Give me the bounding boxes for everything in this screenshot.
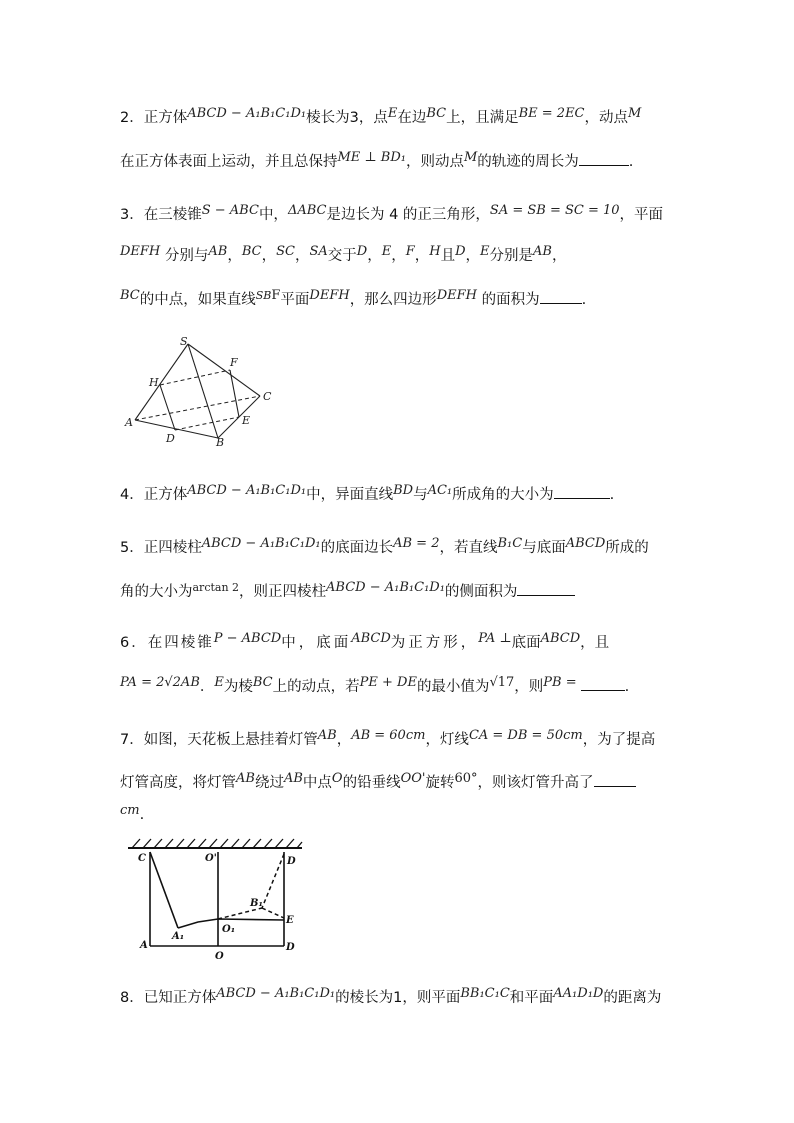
math-expr: AB xyxy=(208,244,228,259)
q6-line2 xyxy=(120,676,684,698)
math-expr: PE + DE xyxy=(359,675,417,690)
q2-text: 的轨迹的周长为 xyxy=(477,154,579,170)
q4-text: 中，异面直线 xyxy=(306,487,394,503)
q7-text: ，为了提高 xyxy=(582,732,656,748)
q5-text: ，若直线 xyxy=(439,540,498,556)
label-E: E xyxy=(286,915,294,926)
q4-text: . xyxy=(609,487,615,503)
q4-line1 xyxy=(120,484,684,506)
q3-text: 的中点，如果直线 xyxy=(139,292,256,308)
math-expr: E xyxy=(381,244,392,259)
math-expr: AB xyxy=(533,244,552,259)
label-O1: O₁ xyxy=(222,924,236,935)
q3-line2 xyxy=(120,246,684,267)
q5-text: 与底面 xyxy=(522,540,566,556)
q3-text: 中， xyxy=(258,207,288,223)
q5-line1 xyxy=(120,538,684,559)
math-expr: DEFH xyxy=(436,288,477,303)
q3-text: ， xyxy=(261,248,277,264)
wire-C-A1 xyxy=(150,852,178,928)
q5-text: 的底面边长 xyxy=(320,540,394,556)
math-expr: ABCD xyxy=(565,536,606,551)
answer-blank xyxy=(579,151,629,166)
q6-text: 6．在四棱锥 xyxy=(120,635,214,651)
edge-HF-hidden xyxy=(160,370,230,385)
lamp-tube-figure xyxy=(126,836,306,962)
edge-AB xyxy=(135,420,218,438)
q7-text: 绕过 xyxy=(254,775,284,791)
q8-text: 的棱长为1，则平面 xyxy=(335,990,461,1006)
ceiling-hatching xyxy=(132,839,302,848)
q7-text: 的铅垂线 xyxy=(342,775,401,791)
tube-O1-B1 xyxy=(218,908,262,919)
q2-text: ，动点 xyxy=(584,110,629,126)
q2-text: 在边 xyxy=(397,110,427,126)
label-A: A xyxy=(125,416,133,429)
math-expr: ABCD xyxy=(351,631,391,646)
math-expr: PB = xyxy=(543,675,577,690)
q7-text: ，灯线 xyxy=(425,732,469,748)
q7-text: 中点 xyxy=(302,775,332,791)
q7-text: 灯管高度，将灯管 xyxy=(120,775,236,791)
q3-text: 交于 xyxy=(327,248,357,264)
q4-text: 与 xyxy=(413,487,428,503)
q6-text: 中，底面 xyxy=(281,635,352,651)
math-expr: AC₁ xyxy=(427,483,453,498)
segment-B1-E xyxy=(262,908,284,918)
math-expr: F xyxy=(405,244,415,259)
q3-line1 xyxy=(120,205,684,226)
q5-text: ，则正四棱柱 xyxy=(239,584,327,600)
math-expr: ΔABC xyxy=(287,203,327,218)
math-expr: H xyxy=(429,244,441,259)
q3-text: ， xyxy=(294,248,310,264)
label-B: B xyxy=(216,436,225,449)
label-F: F xyxy=(230,356,238,369)
q2-text: 在正方体表面上运动，并且总保持 xyxy=(120,154,338,170)
q2-text: 棱长为3，点 xyxy=(306,110,388,126)
q7-text: ，则该灯管升高了 xyxy=(477,775,594,791)
math-expr: ABCD − A₁B₁C₁D₁ xyxy=(201,536,321,551)
label-O: O xyxy=(215,951,224,962)
math-expr: D xyxy=(455,244,466,259)
q5-text: 角的大小为 xyxy=(120,584,193,600)
math-expr: E xyxy=(214,675,224,690)
label-A: A xyxy=(140,940,148,951)
q6-text: ． xyxy=(199,679,215,695)
label-D-bottom: D xyxy=(286,942,295,953)
q7-line1 xyxy=(120,730,684,751)
math-expr: DEFH xyxy=(309,288,350,303)
q3-text: 的面积为 xyxy=(481,292,540,308)
answer-blank xyxy=(581,676,625,691)
q3-text: . xyxy=(581,292,587,308)
q3-text: 分别与 xyxy=(164,248,209,264)
label-C: C xyxy=(263,390,272,403)
label-E: E xyxy=(242,414,251,427)
math-expr: BC xyxy=(426,106,447,121)
label-B1: B₁ xyxy=(250,898,263,909)
q6-text: 为正方形， xyxy=(390,635,479,651)
math-expr: BC xyxy=(252,675,273,690)
math-expr: SB xyxy=(255,289,272,302)
math-expr: CA = DB = 50cm xyxy=(468,728,583,743)
math-expr: AB = 60cm xyxy=(351,728,426,743)
q3-text: 3．在三棱锥 xyxy=(120,207,202,223)
math-expr: ABCD − A₁B₁C₁D₁ xyxy=(216,986,336,1001)
q3-text: 分别是 xyxy=(489,248,533,264)
q6-line1 xyxy=(120,633,684,654)
label-D-top: D xyxy=(287,856,296,867)
math-expr: SC xyxy=(276,244,295,259)
math-expr: ABCD − A₁B₁C₁D₁ xyxy=(326,580,445,595)
math-expr: SA = SB = SC = 10 xyxy=(489,203,620,218)
math-expr: PA ⊥ xyxy=(478,631,512,646)
q3-text: ， xyxy=(227,248,242,264)
q7-text: . xyxy=(139,807,145,823)
label-H: H xyxy=(149,376,159,389)
math-expr: PA = 2√2AB xyxy=(120,675,200,690)
math-expr: ABCD − A₁B₁C₁D₁ xyxy=(187,106,307,121)
label-O-prime: O' xyxy=(205,853,217,864)
math-expr: 60° xyxy=(454,771,478,786)
q3-text: 是边长为 4 的正三角形， xyxy=(326,207,490,223)
q3-text: 且 xyxy=(440,248,456,264)
edge-DE-hidden xyxy=(175,417,239,430)
math-expr: AB xyxy=(283,771,303,786)
q7-text: 旋转 xyxy=(425,775,455,791)
label-D: D xyxy=(166,432,175,445)
math-expr: ME ⊥ BD₁ xyxy=(337,150,406,165)
q6-text: 上的动点，若 xyxy=(272,679,360,695)
tetrahedron-figure xyxy=(120,332,280,450)
q3-text: ， xyxy=(551,248,567,264)
math-expr: ABCD xyxy=(540,631,581,646)
q3-text: ，平面 xyxy=(619,207,664,223)
q6-text: ，且 xyxy=(580,635,610,651)
math-expr: F xyxy=(271,288,281,303)
math-expr: DEFH xyxy=(120,244,161,259)
q6-text: 为棱 xyxy=(223,679,253,695)
edge-SC xyxy=(188,344,260,396)
math-expr: S − ABC xyxy=(201,203,259,218)
math-expr: M xyxy=(463,150,478,165)
answer-blank xyxy=(594,772,636,787)
math-expr: AB = 2 xyxy=(393,536,440,551)
math-expr: BD xyxy=(393,483,414,498)
q3-line3 xyxy=(120,289,684,311)
q7-text: ， xyxy=(336,732,352,748)
q2-text: ，则动点 xyxy=(405,154,464,170)
q8-text: 和平面 xyxy=(509,990,554,1006)
math-expr: √17 xyxy=(489,675,515,690)
q5-text: 所成的 xyxy=(605,540,649,556)
q4-text: 4．正方体 xyxy=(120,487,188,503)
q2-text: 2．正方体 xyxy=(120,110,188,126)
wire-D-B1 xyxy=(262,854,284,908)
q7-text: 7．如图，天花板上悬挂着灯管 xyxy=(120,732,318,748)
math-expr: BB₁C₁C xyxy=(460,986,510,1001)
label-S: S xyxy=(180,335,188,348)
q2-line1 xyxy=(120,108,684,129)
math-expr: AA₁D₁D xyxy=(553,986,604,1001)
q2-text: 上，且满足 xyxy=(446,110,519,126)
q2-text: . xyxy=(628,154,634,170)
q5-line2 xyxy=(120,581,684,603)
q6-text: ，则 xyxy=(514,679,544,695)
math-expr: OO' xyxy=(400,771,426,786)
q6-text: . xyxy=(624,679,630,695)
math-expr: P − ABCD xyxy=(213,631,282,646)
math-expr: BE = 2EC xyxy=(518,106,585,121)
answer-blank xyxy=(517,581,575,596)
answer-blank xyxy=(540,289,582,304)
math-expr: AB xyxy=(236,771,255,786)
q3-text: 平面 xyxy=(280,292,310,308)
q7-line2 xyxy=(120,772,684,794)
math-expr: E xyxy=(387,106,398,121)
math-expr: AB xyxy=(317,728,337,743)
q3-text: ， xyxy=(465,248,480,264)
math-expr: E xyxy=(480,244,490,259)
math-expr: O xyxy=(331,771,343,786)
q6-text: 底面 xyxy=(511,635,541,651)
math-expr: BC xyxy=(241,244,262,259)
math-expr: SA xyxy=(309,244,328,259)
q4-text: 所成角的大小为 xyxy=(452,487,554,503)
math-expr: arctan 2 xyxy=(192,581,240,594)
q6-text: 的最小值为 xyxy=(416,679,490,695)
q2-line2 xyxy=(120,151,684,173)
q3-text: ， xyxy=(367,248,382,264)
label-C: C xyxy=(138,853,146,864)
label-A1: A₁ xyxy=(172,931,185,942)
math-expr: B₁C xyxy=(497,536,523,551)
math-expr: cm xyxy=(120,803,140,818)
q8-text: 8．已知正方体 xyxy=(120,990,217,1006)
q5-text: 的侧面积为 xyxy=(444,584,518,600)
q3-text: ， xyxy=(391,248,406,264)
q8-text: 的距离为 xyxy=(603,990,662,1006)
q8-line1 xyxy=(120,988,684,1009)
math-expr: ABCD − A₁B₁C₁D₁ xyxy=(187,483,307,498)
answer-blank xyxy=(554,484,610,499)
edge-AS xyxy=(135,344,188,420)
math-expr: M xyxy=(628,106,642,121)
q3-text: ， xyxy=(414,248,430,264)
q5-text: 5．正四棱柱 xyxy=(120,540,202,556)
q7-line3 xyxy=(120,805,684,826)
q3-text: ，那么四边形 xyxy=(349,292,437,308)
edge-HD xyxy=(160,385,175,430)
math-expr: BC xyxy=(120,288,140,303)
math-expr: D xyxy=(356,244,368,259)
